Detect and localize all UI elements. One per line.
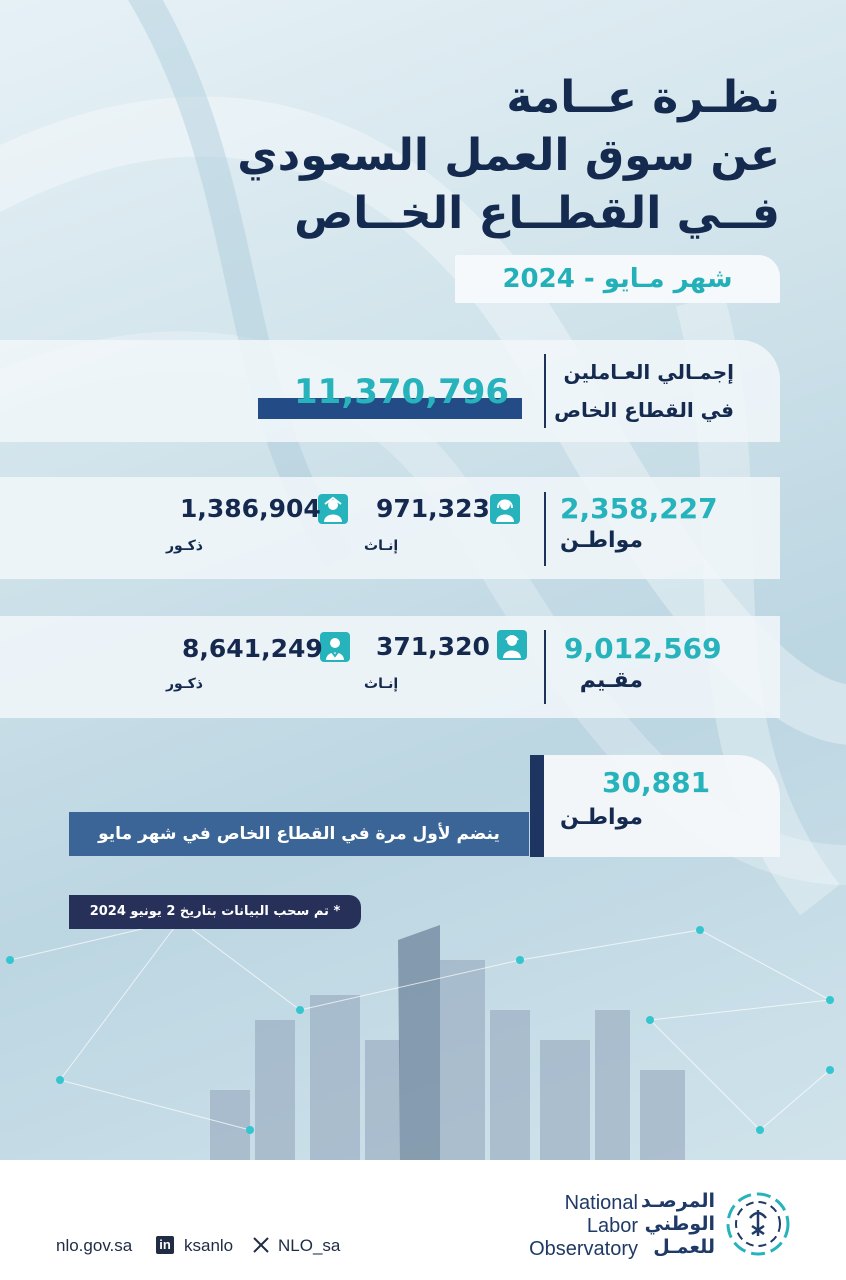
- female-citizen-icon: [490, 494, 520, 524]
- divider: [544, 354, 546, 428]
- male-citizen-icon: [318, 494, 348, 524]
- residents-male-label: ذكـور: [166, 676, 203, 692]
- logo-text-english: [520, 1192, 638, 1261]
- citizens-female-value: 971,323: [376, 494, 490, 523]
- citizens-female-label: إنـاث: [364, 538, 399, 554]
- logo-ar-line-2: الوطني: [644, 1213, 715, 1235]
- divider: [544, 630, 546, 704]
- citizens-total-value: 2,358,227: [560, 492, 718, 525]
- new-joiners-value: 30,881: [602, 766, 711, 799]
- footer: [0, 1160, 846, 1280]
- new-joiners-label: مواطـن: [560, 805, 643, 830]
- x-handle[interactable]: NLO_sa: [278, 1236, 341, 1255]
- website-link[interactable]: nlo.gov.sa: [56, 1236, 133, 1255]
- total-workers-value: 11,370,796: [294, 372, 510, 412]
- residents-total-value: 9,012,569: [564, 632, 722, 665]
- period-label: شهر مـايو - 2024: [455, 255, 780, 303]
- title-line-3: فــي القطــاع الخــاص: [294, 188, 780, 239]
- x-icon[interactable]: [252, 1236, 270, 1254]
- new-joiners-accent-bar: [530, 755, 544, 857]
- residents-female-label: إنـاث: [364, 676, 399, 692]
- citizens-label: مواطـن: [560, 528, 643, 553]
- total-label-line-2: في القطاع الخاص: [554, 398, 734, 422]
- logo-text-arabic: [640, 1190, 715, 1259]
- logo-en-line-3: Observatory: [529, 1238, 638, 1260]
- title-line-2: عن سوق العمل السعودي: [237, 130, 780, 181]
- nlo-logo-icon: [722, 1188, 794, 1260]
- divider: [544, 492, 546, 566]
- logo-ar-line-3: للعمـل: [653, 1236, 715, 1258]
- linkedin-handle[interactable]: ksanlo: [184, 1236, 234, 1255]
- citizens-male-value: 1,386,904: [180, 494, 321, 523]
- total-label-line-1: إجمـالي العـاملين: [563, 360, 734, 384]
- residents-male-value: 8,641,249: [182, 634, 323, 663]
- city-skyline-illustration: [0, 900, 846, 1160]
- residents-female-value: 371,320: [376, 632, 490, 661]
- residents-label: مقـيم: [579, 668, 643, 693]
- linkedin-icon[interactable]: in: [156, 1236, 174, 1254]
- title-line-1: نظـرة عــامة: [506, 72, 780, 123]
- data-date-note: * تم سحب البيانات بتاريخ 2 يونيو 2024: [69, 895, 361, 929]
- female-resident-icon: [497, 630, 527, 660]
- citizens-male-label: ذكـور: [166, 538, 203, 554]
- logo-en-line-1: National: [564, 1192, 638, 1214]
- male-resident-icon: [320, 632, 350, 662]
- logo-en-line-2: Labor: [586, 1215, 638, 1237]
- logo-ar-line-1: المرصـد: [640, 1190, 715, 1212]
- new-joiners-banner: ينضم لأول مرة في القطاع الخاص في شهر مايو: [69, 812, 529, 856]
